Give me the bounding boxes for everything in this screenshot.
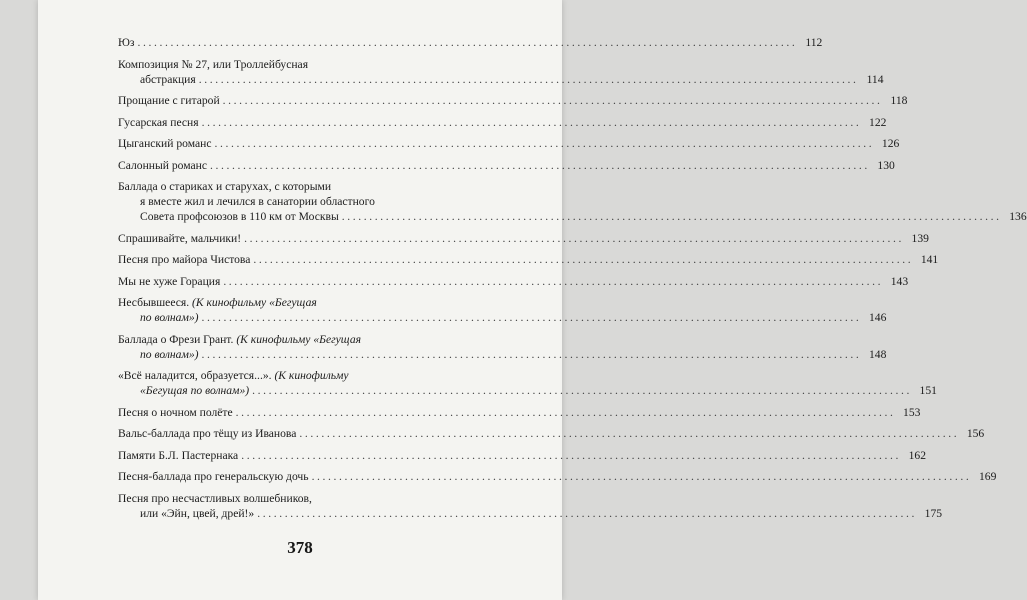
toc-entry-page: 175 (924, 506, 943, 520)
toc-entry-page: 139 (911, 231, 929, 245)
toc-entry (118, 469, 997, 484)
toc-entry (118, 179, 1027, 224)
toc-entry-title: Спрашивайте, мальчики! (118, 231, 242, 245)
leader-dots: ........................................................................................................................ (223, 274, 884, 288)
toc-entry-page: 148 (868, 347, 887, 361)
leader-dots: ........................................................................................................................ (235, 405, 896, 419)
leader-dots: ........................................................................................................................ (241, 448, 902, 462)
toc-entry (118, 448, 927, 463)
toc-entry-title: Баллада о стариках и старухах, с которыми (118, 180, 332, 193)
toc-entry (118, 295, 887, 325)
toc-entry-title: Песня про майора Чистова (118, 253, 251, 266)
leader-dots: ........................................................................................................................ (299, 427, 960, 440)
toc-entry-page: 112 (805, 36, 823, 49)
toc-entry-page: 141 (920, 253, 939, 266)
toc-entry-title: Вальс-баллада про тёщу из Иванова (118, 427, 297, 440)
toc-entry (118, 426, 985, 441)
toc-entry-title: Песня-баллада про генеральскую дочь (118, 470, 309, 483)
toc-entry-page: 162 (908, 448, 927, 462)
toc-entry (118, 136, 900, 151)
toc-entry (118, 405, 921, 420)
page-number: 378 (287, 538, 313, 557)
leader-dots: ........................................................................................................................ (252, 384, 912, 397)
toc-entry-note: (К кинофильму (274, 369, 349, 382)
leader-dots: ........................................................................................................................ (137, 36, 798, 49)
toc-entry-title: Салонный романс (118, 158, 207, 172)
toc-entry (118, 115, 887, 130)
toc-entry (118, 35, 823, 50)
toc-entry-page: 143 (890, 274, 909, 288)
toc-entry (118, 57, 884, 87)
toc-entry (118, 231, 929, 246)
leader-dots: ........................................................................................................................ (198, 72, 859, 86)
book-page (38, 0, 1027, 600)
toc-entry-note-cont: «Бегущая по волнам») (140, 384, 250, 397)
leader-dots: ........................................................................................................................ (253, 253, 914, 266)
toc-entry-title-cont: абстракция (140, 72, 196, 86)
toc-entry-title-cont: или «Эйн, цвей, дрей!» (140, 506, 255, 520)
leader-dots: ........................................................................................................................ (222, 94, 883, 107)
toc-entry-title: Песня о ночном полёте (118, 405, 233, 419)
toc-entry-title: Мы не хуже Горация (118, 274, 221, 288)
toc-entry-page: 136 (1009, 210, 1027, 223)
toc-entry-title: Несбывшееся. (118, 296, 193, 309)
toc-entry (118, 93, 908, 108)
toc-entry (118, 274, 909, 289)
toc-entry-page: 130 (877, 158, 895, 172)
toc-entry (118, 158, 895, 173)
toc-entry-note: (К кинофильму «Бегущая (236, 332, 362, 346)
toc-entry-note: (К кинофильму «Бегущая (192, 296, 317, 309)
leader-dots: ........................................................................................................................ (341, 210, 1002, 223)
leader-dots: ........................................................................................................................ (201, 115, 862, 129)
toc-entry-title: Гусарская песня (118, 115, 199, 129)
table-of-contents (118, 35, 1027, 527)
toc-entry-title: «Всё наладится, образуется...». (118, 369, 275, 382)
toc-entry-title: Памяти Б.Л. Пастернака (118, 448, 239, 462)
toc-entry-title: Песня про несчастливых волшебников, (118, 491, 312, 505)
toc-entry-page: 114 (866, 72, 884, 86)
toc-entry-page: 156 (966, 427, 985, 440)
toc-entry-page: 122 (869, 115, 887, 129)
leader-dots: ........................................................................................................................ (201, 311, 862, 324)
toc-entry-title: Композиция № 27, или Троллейбусная (118, 57, 309, 71)
toc-entry (118, 368, 937, 398)
toc-entry-title-cont: Совета профсоюзов в 110 км от Москвы (140, 210, 339, 223)
toc-entry-title: Баллада о Фрези Грант. (118, 332, 237, 346)
leader-dots: ........................................................................................................................ (210, 158, 870, 172)
toc-entry-title: Цыганский романс (118, 137, 212, 150)
toc-entry-note-cont: по волнам») (140, 347, 199, 361)
toc-entry-page: 126 (881, 137, 900, 150)
leader-dots: ........................................................................................................................ (311, 470, 972, 483)
leader-dots: ........................................................................................................................ (257, 506, 918, 520)
toc-entry-page: 146 (868, 311, 887, 324)
leader-dots: ........................................................................................................................ (201, 347, 862, 361)
toc-entry-title-cont: я вместе жил и лечился в санатории областного (140, 195, 375, 208)
toc-entry-page: 151 (919, 384, 937, 397)
toc-entry (118, 332, 887, 362)
leader-dots: ........................................................................................................................ (214, 137, 875, 150)
toc-entry (118, 491, 943, 521)
toc-entry-page: 169 (978, 470, 997, 483)
leader-dots: ........................................................................................................................ (244, 231, 904, 245)
toc-entry-page: 153 (903, 405, 921, 419)
toc-entry-title: Прощание с гитарой (118, 94, 220, 107)
toc-entry-page: 118 (890, 94, 908, 107)
toc-entry-title: Юз (118, 36, 135, 49)
toc-entry-note-cont: по волнам») (140, 311, 199, 324)
toc-entry (118, 252, 939, 267)
